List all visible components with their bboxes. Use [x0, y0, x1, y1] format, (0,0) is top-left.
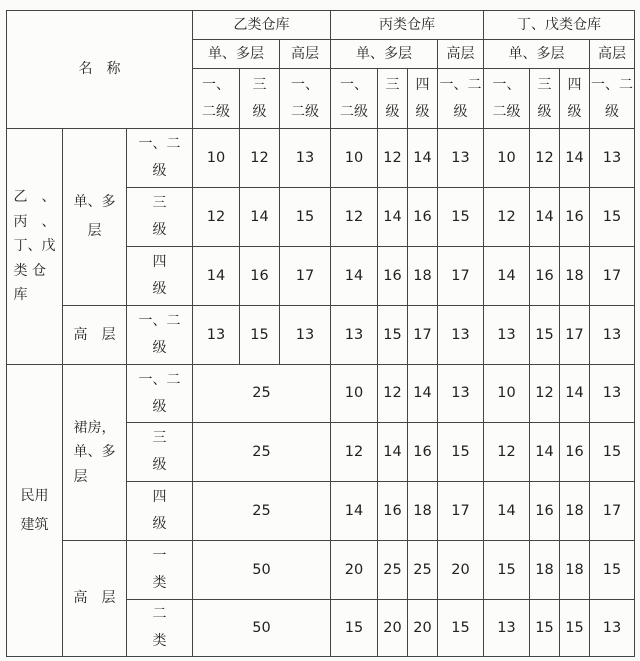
- row-level-3: [127, 423, 193, 482]
- subheader-label: 单、多层: [508, 45, 565, 62]
- label-line: 类 仓: [13, 262, 46, 279]
- subheader-dingwu-high: [590, 40, 635, 69]
- group-header-dingwu: [484, 11, 635, 40]
- label-line: 一、二: [138, 371, 181, 388]
- label-line: 单、多: [73, 194, 116, 211]
- warehouse-label: [14, 185, 56, 308]
- value-cell: 13: [590, 129, 635, 188]
- value-cell: 12: [193, 188, 240, 247]
- level-line: 级: [385, 103, 400, 120]
- row-group-civil: [7, 365, 63, 657]
- level-line: 二级: [202, 103, 231, 120]
- row-group-warehouse: [7, 129, 63, 365]
- level-header-bing-high-12: [438, 69, 484, 129]
- level-header-yi-high-12: [280, 69, 331, 129]
- value-cell: 13: [438, 129, 484, 188]
- group-header-bing: [331, 11, 484, 40]
- level-line: 一、: [291, 76, 320, 93]
- label-line: 三: [152, 430, 167, 447]
- value-cell: 16: [530, 247, 560, 306]
- value-cell: 12: [530, 129, 560, 188]
- subheader-label: 单、多层: [356, 45, 413, 62]
- level-line: 四: [567, 76, 582, 93]
- label-line: 三: [152, 195, 167, 212]
- row-level-3: [127, 188, 193, 247]
- value-cell: 20: [438, 541, 484, 600]
- subheader-yi-multi: [193, 40, 280, 69]
- value-cell: 13: [331, 306, 378, 365]
- value-cell: 12: [484, 423, 530, 482]
- value-cell: 13: [438, 306, 484, 365]
- level-header-bing-3: [378, 69, 408, 129]
- value-cell: 13: [590, 600, 635, 657]
- level-line: 级: [537, 103, 552, 120]
- label-line: 一、二: [138, 313, 181, 330]
- level-header-dingwu-3: [530, 69, 560, 129]
- value-cell: 15: [280, 188, 331, 247]
- subheader-label: 高层: [291, 45, 320, 62]
- value-cell: 17: [560, 306, 590, 365]
- row-subgroup-civil-podium: [63, 365, 127, 541]
- label-line: 级: [152, 340, 167, 356]
- fire-separation-distance-table: [6, 10, 635, 657]
- value-cell: 13: [484, 600, 530, 657]
- row-category-1: [127, 541, 193, 600]
- label-line: 四: [152, 489, 167, 506]
- civil-label: [21, 482, 49, 539]
- level-line: 一、: [202, 76, 231, 93]
- label-line: 级: [152, 398, 167, 415]
- label-line: 一: [152, 548, 167, 565]
- value-cell: 15: [378, 306, 408, 365]
- group-header-bing-label: 丙类仓库: [379, 16, 436, 33]
- level-line: 二级: [492, 103, 521, 120]
- value-cell: 20: [331, 541, 378, 600]
- value-cell: 12: [378, 365, 408, 423]
- value-cell: 20: [408, 600, 438, 657]
- label-line: 乙 、: [13, 189, 56, 206]
- label-line: 类: [152, 575, 167, 591]
- value-cell: 14: [331, 247, 378, 306]
- value-cell: 10: [331, 365, 378, 423]
- value-cell: 12: [378, 129, 408, 188]
- level-line: 三: [252, 76, 267, 93]
- row-subgroup-warehouse-high: 高 层: [63, 306, 127, 365]
- value-cell: 15: [484, 541, 530, 600]
- level-header-yi-12: [193, 69, 240, 129]
- value-cell: 14: [240, 188, 280, 247]
- value-cell: 15: [590, 423, 635, 482]
- value-cell: 10: [193, 129, 240, 188]
- subheader-dingwu-multi: [484, 40, 590, 69]
- value-cell: 16: [530, 482, 560, 541]
- label-line: 级: [152, 457, 167, 473]
- level-header-bing-4: [408, 69, 438, 129]
- label-line: 级: [152, 516, 167, 532]
- value-cell: 17: [408, 306, 438, 365]
- value-cell: 13: [590, 365, 635, 423]
- label-line: 库: [13, 287, 28, 304]
- level-line: 四: [415, 76, 430, 93]
- value-cell: 17: [438, 482, 484, 541]
- subheader-label: 高层: [598, 45, 627, 62]
- value-cell: 10: [484, 129, 530, 188]
- value-cell: 12: [530, 365, 560, 423]
- value-cell: 18: [408, 482, 438, 541]
- level-line: 级: [567, 103, 582, 120]
- value-cell: 14: [408, 129, 438, 188]
- value-cell: 13: [280, 129, 331, 188]
- value-cell: 15: [530, 306, 560, 365]
- value-cell-merged: 25: [193, 482, 331, 541]
- value-cell: 16: [560, 188, 590, 247]
- row-level-12: [127, 306, 193, 365]
- level-header-dingwu-high-12: [590, 69, 635, 129]
- civil-podium-label: [74, 416, 116, 490]
- value-cell: 25: [408, 541, 438, 600]
- label-line: 类: [152, 633, 167, 649]
- label-line: 丙 、: [13, 213, 56, 230]
- value-cell: 18: [560, 482, 590, 541]
- row-level-12: [127, 129, 193, 188]
- name-header-cell: [7, 11, 193, 129]
- group-header-yi: [193, 11, 331, 40]
- row-category-2: [127, 600, 193, 657]
- value-cell: 16: [240, 247, 280, 306]
- group-header-dingwu-label: 丁、戊类仓库: [517, 16, 602, 33]
- value-cell: 14: [530, 423, 560, 482]
- value-cell: 16: [408, 188, 438, 247]
- level-line: 三: [385, 76, 400, 93]
- label-line: 二: [152, 606, 167, 623]
- value-cell: 14: [560, 129, 590, 188]
- value-cell: 14: [331, 482, 378, 541]
- value-cell: 16: [378, 482, 408, 541]
- subheader-label: 单、多层: [208, 45, 265, 62]
- value-cell: 13: [280, 306, 331, 365]
- value-cell: 18: [530, 541, 560, 600]
- value-cell: 12: [331, 423, 378, 482]
- label-line: 级: [152, 163, 167, 179]
- value-cell: 15: [530, 600, 560, 657]
- label-line: 民用: [20, 487, 49, 504]
- value-cell: 14: [378, 423, 408, 482]
- level-line: 二级: [291, 103, 320, 120]
- level-header-yi-3: [240, 69, 280, 129]
- row-subgroup-civil-high: 高 层: [63, 541, 127, 657]
- value-cell: 15: [590, 188, 635, 247]
- value-cell: 15: [240, 306, 280, 365]
- value-cell: 15: [331, 600, 378, 657]
- label-line: 裙房，: [73, 419, 116, 436]
- value-cell: 17: [590, 247, 635, 306]
- row-level-4: [127, 247, 193, 306]
- value-cell: 18: [560, 541, 590, 600]
- value-cell: 10: [484, 365, 530, 423]
- value-cell: 14: [530, 188, 560, 247]
- value-cell: 12: [484, 188, 530, 247]
- value-cell: 14: [484, 482, 530, 541]
- label-line: 单、多: [73, 444, 116, 461]
- value-cell: 17: [590, 482, 635, 541]
- label-line: 层: [87, 223, 102, 239]
- value-cell: 20: [378, 600, 408, 657]
- fire-separation-table-container: [6, 10, 635, 657]
- label-line: 四: [152, 254, 167, 271]
- value-cell: 15: [438, 188, 484, 247]
- value-cell: 15: [590, 541, 635, 600]
- subheader-yi-high: [280, 40, 331, 69]
- level-line: 三: [537, 76, 552, 93]
- value-cell: 14: [408, 365, 438, 423]
- level-line: 二级: [340, 103, 369, 120]
- value-cell: 18: [560, 247, 590, 306]
- value-cell: 15: [438, 423, 484, 482]
- value-cell-merged: 25: [193, 423, 331, 482]
- value-cell: 14: [378, 188, 408, 247]
- label-line: 级: [152, 222, 167, 238]
- level-header-dingwu-4: [560, 69, 590, 129]
- subheader-label: 高层: [446, 45, 475, 62]
- value-cell-merged: 50: [193, 541, 331, 600]
- value-cell: 16: [378, 247, 408, 306]
- level-line: 一、二: [439, 76, 482, 93]
- value-cell: 15: [438, 600, 484, 657]
- level-header-bing-12: [331, 69, 378, 129]
- level-line: 级: [605, 103, 620, 120]
- value-cell: 15: [560, 600, 590, 657]
- label-line: 层: [73, 468, 88, 485]
- value-cell: 14: [484, 247, 530, 306]
- value-cell-merged: 25: [193, 365, 331, 423]
- value-cell: 14: [193, 247, 240, 306]
- group-header-yi-label: 乙类仓库: [233, 16, 290, 33]
- row-subgroup-warehouse-multi: [63, 129, 127, 306]
- subheader-bing-high: [438, 40, 484, 69]
- value-cell: 16: [408, 423, 438, 482]
- value-cell-merged: 50: [193, 600, 331, 657]
- value-cell: 16: [560, 423, 590, 482]
- value-cell: 12: [331, 188, 378, 247]
- level-line: 级: [415, 103, 430, 120]
- value-cell: 13: [438, 365, 484, 423]
- warehouse-multi-label: [74, 188, 116, 245]
- name-header-label: 名 称: [78, 61, 121, 78]
- value-cell: 17: [438, 247, 484, 306]
- label-line: 一、二: [138, 136, 181, 153]
- level-line: 级: [453, 103, 468, 120]
- subheader-bing-multi: [331, 40, 438, 69]
- level-line: 一、: [340, 76, 369, 93]
- value-cell: 12: [240, 129, 280, 188]
- value-cell: 13: [484, 306, 530, 365]
- value-cell: 25: [378, 541, 408, 600]
- row-level-12: [127, 365, 193, 423]
- value-cell: 13: [590, 306, 635, 365]
- value-cell: 14: [560, 365, 590, 423]
- level-header-dingwu-12: [484, 69, 530, 129]
- value-cell: 10: [331, 129, 378, 188]
- label-line: 丁、戊: [13, 238, 56, 255]
- level-line: 一、: [492, 76, 521, 93]
- value-cell: 17: [280, 247, 331, 306]
- value-cell: 18: [408, 247, 438, 306]
- label-line: 建筑: [20, 516, 49, 533]
- value-cell: 13: [193, 306, 240, 365]
- row-level-4: [127, 482, 193, 541]
- level-line: 级: [252, 103, 267, 120]
- level-line: 一、二: [591, 76, 634, 93]
- label-line: 级: [152, 281, 167, 297]
